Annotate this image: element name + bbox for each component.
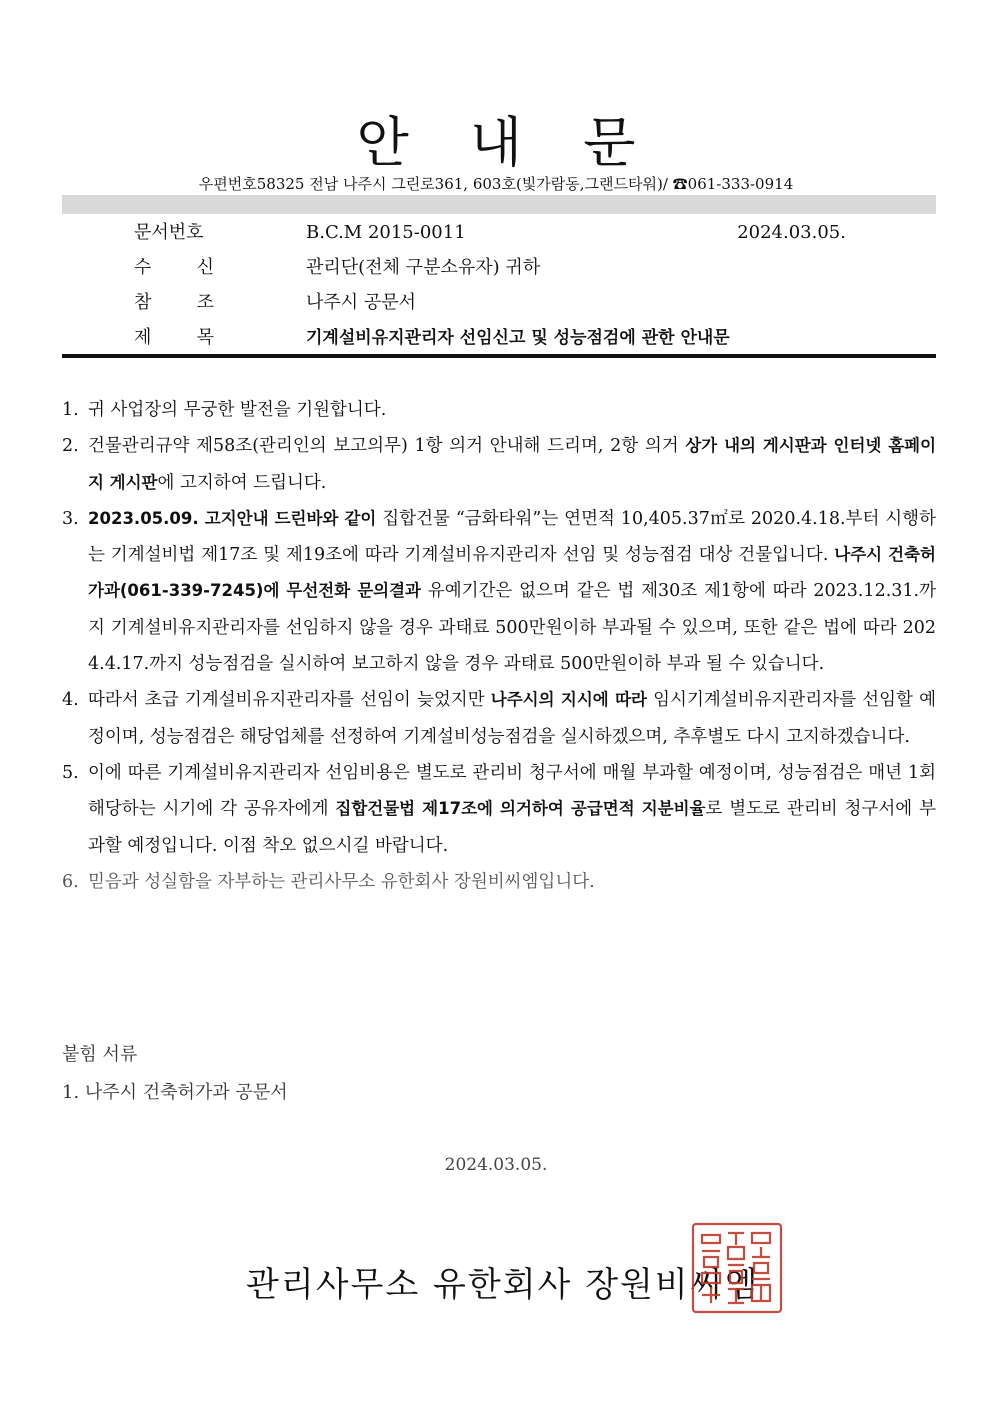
subject-label: 제 목: [134, 327, 214, 348]
meta-row-recipient: [62, 251, 936, 285]
notice-item-text: [88, 864, 936, 900]
header-bottom-rule: [62, 354, 936, 358]
emphasized-text: 집합건물법 제17조에 의거하여 공급면적 지분비율: [335, 799, 706, 819]
meta-row-subject: [62, 321, 936, 355]
reference-value: 나주시 공문서: [306, 292, 417, 313]
sender-address: 우편번호58325 전남 나주시 그린로361, 603호(빛가람동,그랜드타워)/ ☎061-333-0914: [198, 175, 794, 193]
company-seal-stamp: [690, 1221, 784, 1315]
attachments-title: 붙힘 서류: [62, 1044, 138, 1065]
notice-item-number: 4.: [62, 690, 79, 711]
body-text: 귀 사업장의 무궁한 발전을 기원합니다.: [88, 400, 387, 420]
notice-item: [62, 428, 936, 501]
header-divider-bar: [62, 195, 936, 214]
emphasized-text: 상가 내의 게시판과 인터넷 홈페이지 게시판: [88, 436, 937, 492]
subject-value: 기계설비유지관리자 선임신고 및 성능점검에 관한 안내문: [306, 328, 730, 348]
notice-item-number: 1.: [62, 400, 79, 420]
body-text: 로 별도로 관리비 청구서에 부과할 예정입니다. 이점 착오 없으시길 바랍니다.: [88, 799, 936, 856]
notice-body: [62, 392, 936, 900]
attachment-item: 1. 나주시 건축허가과 공문서: [62, 1082, 288, 1103]
notice-item-text: [88, 755, 936, 864]
notice-item-text: [88, 501, 936, 682]
notice-item-text: [88, 682, 936, 755]
footer-date: 2024.03.05.: [444, 1155, 548, 1175]
emphasized-text: 2023.05.09. 고지안내 드린바와 같이: [88, 508, 377, 528]
notice-item-number: 5.: [62, 762, 79, 783]
company-signature: 관리사무소 유한회사 장원비씨엠: [246, 1265, 760, 1305]
body-text: 임시기계설비유지관리자를 선임할 예정이며, 성능점검은 해당업체를 선정하여 기계설비성능점검을 실시하겠으며, 추후별도 다시 고지하겠습니다.: [88, 690, 936, 747]
notice-item-number: 2.: [62, 436, 79, 457]
body-text: 건물관리규약 제58조(관리인의 보고의무) 1항 의거 안내해 드리며, 2항 의거: [88, 436, 686, 457]
body-text: 에 고지하여 드립니다.: [157, 472, 327, 493]
notice-item: [62, 682, 936, 755]
meta-row-reference: [62, 286, 936, 320]
notice-item: [62, 755, 936, 864]
reference-label: 참 조: [134, 292, 214, 313]
body-text: 유예기간은 없으며 같은 법 제30조 제1항에 따라 2023.12.31.까지 기계설비유지관리자를 선임하지 않을 경우 과태료 500만원이하 부과될 수 있으며, 또한 같은 법에 따라 2024.4.17.까지 성능점검을 실시하여 보고하지 않을 경우 과태료 500만원이하 부과 될 수 있습니다.: [88, 581, 936, 675]
body-text: 이에 따른 기계설비유지관리자 선임비용은 별도로 관리비 청구서에 매월 부과할 예정이며, 성능점검은 매년 1회 해당하는 시기에 각 공유자에게: [88, 762, 936, 820]
emphasized-text: 나주시의 지시에 따라: [490, 690, 647, 710]
body-text: 집합건물 “금화타워”는 연면적 10,405.37㎡로 2020.4.18.부터 시행하는 기계설비법 제17조 및 제19조에 따라 기계설비유지관리자 선임 및 성능점검 대상 건물입니다.: [88, 508, 936, 566]
notice-item-text: [88, 428, 936, 501]
body-text: 믿음과 성실함을 자부하는 관리사무소 유한회사 장원비씨엠입니다.: [88, 871, 595, 892]
document-title: 안 내 문: [356, 111, 658, 174]
notice-item-number: 6.: [62, 871, 79, 892]
notice-item-text: [88, 392, 936, 428]
recipient-value: 관리단(전체 구분소유자) 귀하: [306, 257, 541, 278]
notice-item: [62, 392, 936, 428]
doc-number-label: 문서번호: [134, 222, 204, 243]
body-text: 따라서 초급 기계설비유지관리자를 선임이 늦었지만: [88, 690, 491, 711]
doc-date: 2024.03.05.: [737, 222, 846, 243]
recipient-label: 수 신: [134, 257, 214, 278]
doc-number-value: B.C.M 2015-0011: [306, 222, 466, 243]
notice-item-number: 3.: [62, 508, 79, 529]
emphasized-text: 나주시 건축허가과(061-339-7245)에 무선전화 문의결과: [88, 545, 936, 601]
notice-item: [62, 864, 936, 900]
notice-item: [62, 501, 936, 682]
meta-row-doc-number: [62, 216, 936, 250]
